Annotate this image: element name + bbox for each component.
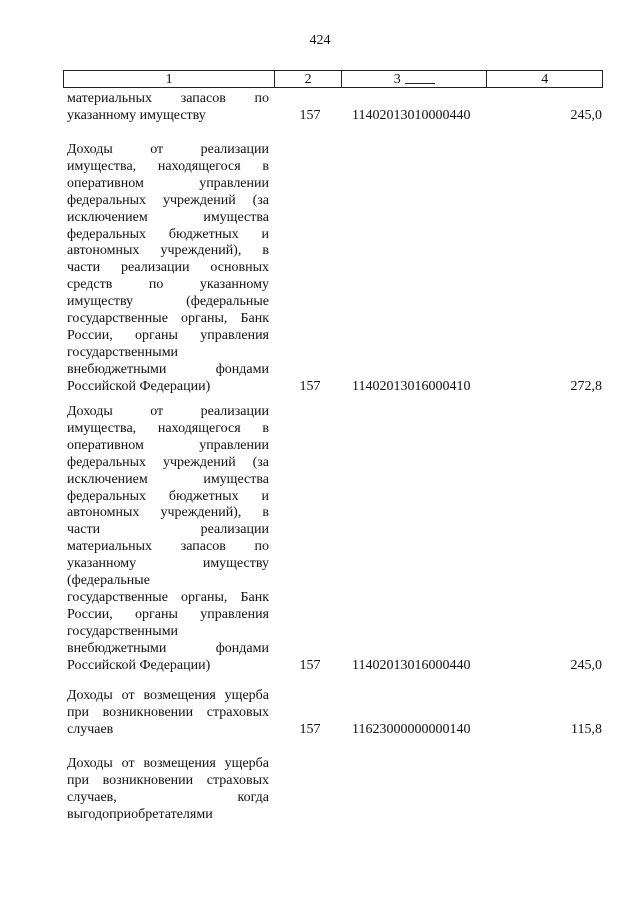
row-description [67,756,269,824]
description-line: государственные органы, Банк [67,589,269,605]
description-line: Доходы от реализации [67,404,269,419]
description-line: материальных запасов по [67,91,269,106]
header-col-1: 1 [64,71,275,87]
amount-value: 245,0 [570,657,602,673]
description-line: случаев, когда [67,789,269,805]
description-line: имущества, находящегося в [67,158,269,174]
budget-class-code: 11402013016000440 [352,657,471,673]
header-col-2: 2 [275,71,342,87]
page-number: 424 [309,33,331,48]
admin-code: 157 [299,378,321,394]
description-line: федеральных учреждений (за [67,192,269,208]
description-line: исключением имущества [67,471,269,487]
description-line: при возникновении страховых [67,704,269,720]
description-line: государственные органы, Банк [67,311,269,327]
description-line: России, органы управления [67,606,269,622]
description-line: России, органы управления [67,327,269,343]
description-line: автономных учреждений), в [67,243,269,259]
description-line: федеральных бюджетных и [67,226,269,242]
header-col-3 [342,71,487,87]
description-line: государственными [67,623,179,639]
description-line: Доходы от реализации [67,142,269,157]
description-line: средств по указанному [67,277,269,293]
description-line: части реализации [67,522,269,538]
description-line: Доходы от возмещения ущерба [67,688,269,703]
description-line: внебюджетными фондами [67,361,269,377]
description-line: указанному имуществу [67,556,269,572]
budget-class-code: 11623000000000140 [352,721,471,737]
amount-value: 245,0 [570,107,602,123]
row-description [67,91,269,125]
header-col-3-underline [405,71,435,84]
description-line: оперативном управлении [67,437,269,453]
row-description [67,404,269,675]
header-col-3-label: 3 [393,72,401,87]
description-line: имущества, находящегося в [67,420,269,436]
budget-class-code: 11402013016000410 [352,378,471,394]
row-description [67,688,269,739]
row-description [67,142,269,396]
admin-code: 157 [299,721,321,737]
description-line: государственными [67,344,179,360]
description-line: исключением имущества [67,209,269,225]
description-line: имуществу (федеральные [67,294,269,310]
description-line: автономных учреждений), в [67,505,269,521]
amount-value: 115,8 [571,721,602,737]
description-line: выгодоприобретателями [67,806,213,822]
description-line: случаев [67,721,114,737]
description-line: федеральных учреждений (за [67,454,269,470]
description-line: Доходы от возмещения ущерба [67,756,269,771]
description-line: части реализации основных [67,260,269,276]
amount-value: 272,8 [570,378,602,394]
header-col-4: 4 [541,72,549,87]
admin-code: 157 [299,107,321,123]
description-line: оперативном управлении [67,175,269,191]
description-line: Российской Федерации) [67,378,211,394]
description-line: внебюджетными фондами [67,640,269,656]
description-line: Российской Федерации) [67,657,211,673]
table-header [63,70,603,88]
description-line: при возникновении страховых [67,772,269,788]
budget-class-code: 11402013010000440 [352,107,471,123]
admin-code: 157 [299,657,321,673]
description-line: (федеральные [67,573,150,589]
description-line: федеральных бюджетных и [67,488,269,504]
description-line: материальных запасов по [67,539,269,555]
description-line: указанному имуществу [67,107,206,123]
